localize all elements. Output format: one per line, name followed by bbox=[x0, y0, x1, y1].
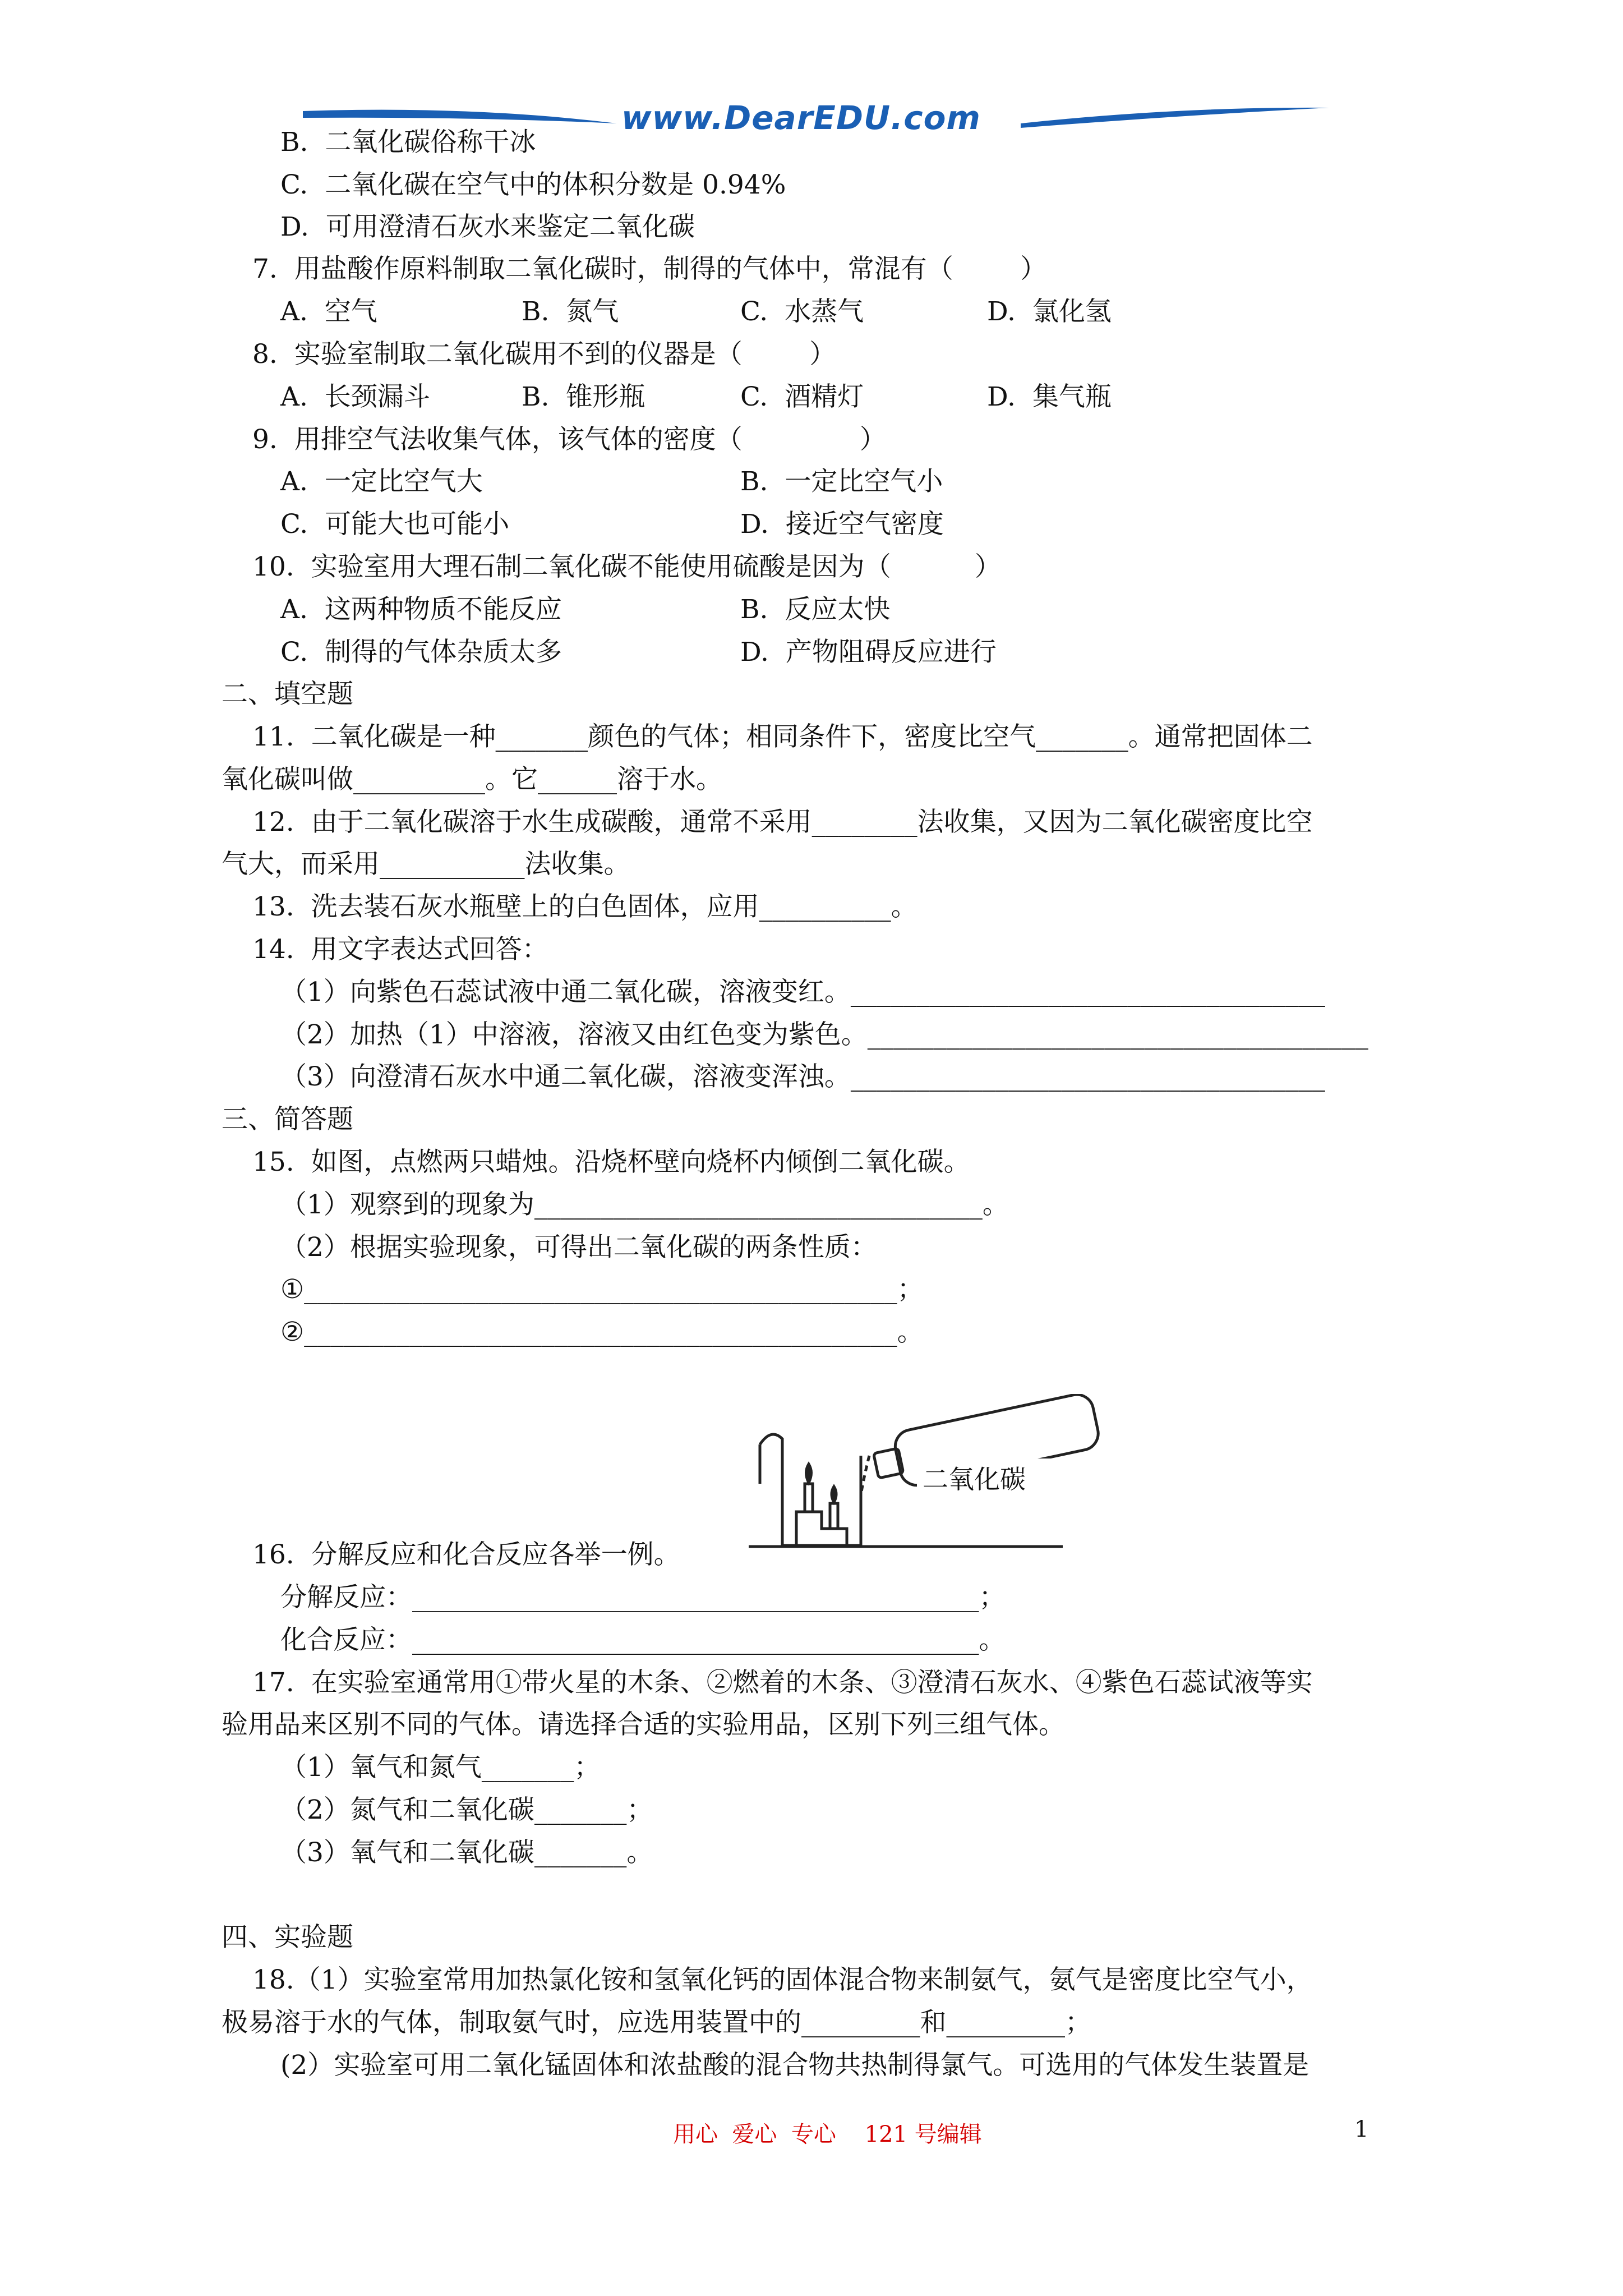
text-line: A. 一定比空气大 bbox=[280, 466, 483, 497]
text-line: （2）加热（1）中溶液，溶液又由红色变为紫色。______________________________________ bbox=[280, 1019, 1368, 1050]
text-line: 气大，而采用___________法收集。 bbox=[222, 849, 630, 880]
text-line: A. 空气 bbox=[280, 296, 377, 327]
text-line: 14. 用文字表达式回答： bbox=[252, 934, 548, 965]
text-line: （3）氧气和二氧化碳_______。 bbox=[280, 1837, 653, 1868]
hook bbox=[760, 1434, 782, 1456]
text-line: (2）实验室可用二氧化锰固体和浓盐酸的混合物共热制得氯气。可选用的气体发生装置是 bbox=[280, 2050, 1310, 2081]
text-line: 12. 由于二氧化碳溶于水生成碳酸，通常不采用________法收集，又因为二氧化碳密度比空 bbox=[252, 807, 1313, 838]
beaker bbox=[782, 1456, 861, 1545]
text-line: 极易溶于水的气体，制取氨气时，应选用装置中的_________和_________； bbox=[222, 2007, 1091, 2038]
text-line: A. 长颈漏斗 bbox=[280, 381, 430, 412]
text-line: D. 可用澄清石灰水来鉴定二氧化碳 bbox=[280, 211, 695, 242]
text-line: 三、简答题 bbox=[222, 1104, 353, 1135]
figure-label: 二氧化碳 bbox=[923, 1464, 1026, 1494]
text-line: C. 酒精灯 bbox=[740, 381, 864, 412]
text-line: D. 集气瓶 bbox=[987, 381, 1112, 412]
candle-tall bbox=[805, 1484, 813, 1512]
text-line: 验用品来区别不同的气体。请选择合适的实验用品，区别下列三组气体。 bbox=[222, 1709, 1065, 1740]
text-line: 化合反应：___________________________________________。 bbox=[280, 1625, 1006, 1655]
text-line: （2）根据实验现象，可得出二氧化碳的两条性质： bbox=[280, 1232, 877, 1263]
page-number: 1 bbox=[1354, 2116, 1369, 2142]
text-line: 15. 如图，点燃两只蜡烛。沿烧杯壁向烧杯内倾倒二氧化碳。 bbox=[252, 1147, 970, 1177]
text-line: （2）氮气和二氧化碳_______； bbox=[280, 1795, 653, 1825]
text-line: 13. 洗去装石灰水瓶壁上的白色固体，应用__________。 bbox=[252, 891, 917, 922]
text-line: D. 接近空气密度 bbox=[740, 509, 944, 540]
text-line: C. 制得的气体杂质太多 bbox=[280, 637, 562, 668]
flame-tall bbox=[806, 1464, 811, 1483]
text-line: D. 产物阻碍反应进行 bbox=[740, 637, 997, 668]
text-line: 16. 分解反应和化合反应各举一例。 bbox=[252, 1539, 680, 1570]
text-line: （3）向澄清石灰水中通二氧化碳，溶液变浑浊。____________________________________ bbox=[280, 1061, 1325, 1092]
banner-swoosh-right bbox=[1021, 108, 1329, 128]
text-line: C. 二氧化碳在空气中的体积分数是 0.94% bbox=[280, 169, 786, 200]
text-line: B. 一定比空气小 bbox=[740, 466, 943, 497]
text-line: 11. 二氧化碳是一种_______颜色的气体；相同条件下，密度比空气_______。通常把固体二 bbox=[252, 721, 1313, 752]
text-line: （1）观察到的现象为__________________________________。 bbox=[280, 1189, 1009, 1220]
text-line: 二、填空题 bbox=[222, 679, 353, 710]
footer-text: 用心 爱心 专心 121 号编辑 bbox=[673, 2122, 982, 2147]
text-line: 7. 用盐酸作原料制取二氧化碳时，制得的气体中，常混有（ ） bbox=[252, 254, 1047, 284]
text-line: C. 可能大也可能小 bbox=[280, 509, 510, 540]
text-line: 10. 实验室用大理石制二氧化碳不能使用硫酸是因为（ ） bbox=[252, 551, 1002, 582]
site-title[interactable]: www.DearEDU.com bbox=[621, 99, 981, 137]
flame-short bbox=[832, 1487, 836, 1502]
text-line: 9. 用排空气法收集气体，该气体的密度（ ） bbox=[252, 424, 886, 455]
text-line: 分解反应：___________________________________________； bbox=[280, 1582, 1006, 1613]
text-line: 氧化碳叫做__________。它______溶于水。 bbox=[222, 764, 722, 795]
banner-swoosh-left bbox=[303, 110, 617, 123]
text-line: 17. 在实验室通常用①带火星的木条、②燃着的木条、③澄清石灰水、④紫色石蕊试液等实 bbox=[252, 1667, 1313, 1698]
text-line: （1）向紫色石蕊试液中通二氧化碳，溶液变红。____________________________________ bbox=[280, 977, 1325, 1007]
text-line: B. 锥形瓶 bbox=[522, 381, 645, 412]
text-line: B. 二氧化碳俗称干冰 bbox=[280, 127, 536, 158]
text-line: （1）氧气和氮气_______； bbox=[280, 1752, 601, 1783]
text-line: B. 反应太快 bbox=[740, 594, 891, 625]
text-line: A. 这两种物质不能反应 bbox=[280, 594, 562, 625]
experiment-figure bbox=[749, 1394, 1253, 1551]
text-line: 8. 实验室制取二氧化碳用不到的仪器是（ ） bbox=[252, 339, 836, 370]
text-line: C. 水蒸气 bbox=[740, 296, 864, 327]
text-line: B. 氮气 bbox=[522, 296, 619, 327]
text-line: D. 氯化氢 bbox=[987, 296, 1112, 327]
text-line: ②_____________________________________________。 bbox=[280, 1317, 924, 1347]
candle-short bbox=[830, 1503, 838, 1529]
text-line: 四、实验题 bbox=[222, 1922, 353, 1953]
text-line: ①_____________________________________________； bbox=[280, 1274, 924, 1305]
text-line: 18.（1）实验室常用加热氯化铵和氢氧化钙的固体混合物来制氨气，氨气是密度比空气小， bbox=[252, 1964, 1313, 1995]
